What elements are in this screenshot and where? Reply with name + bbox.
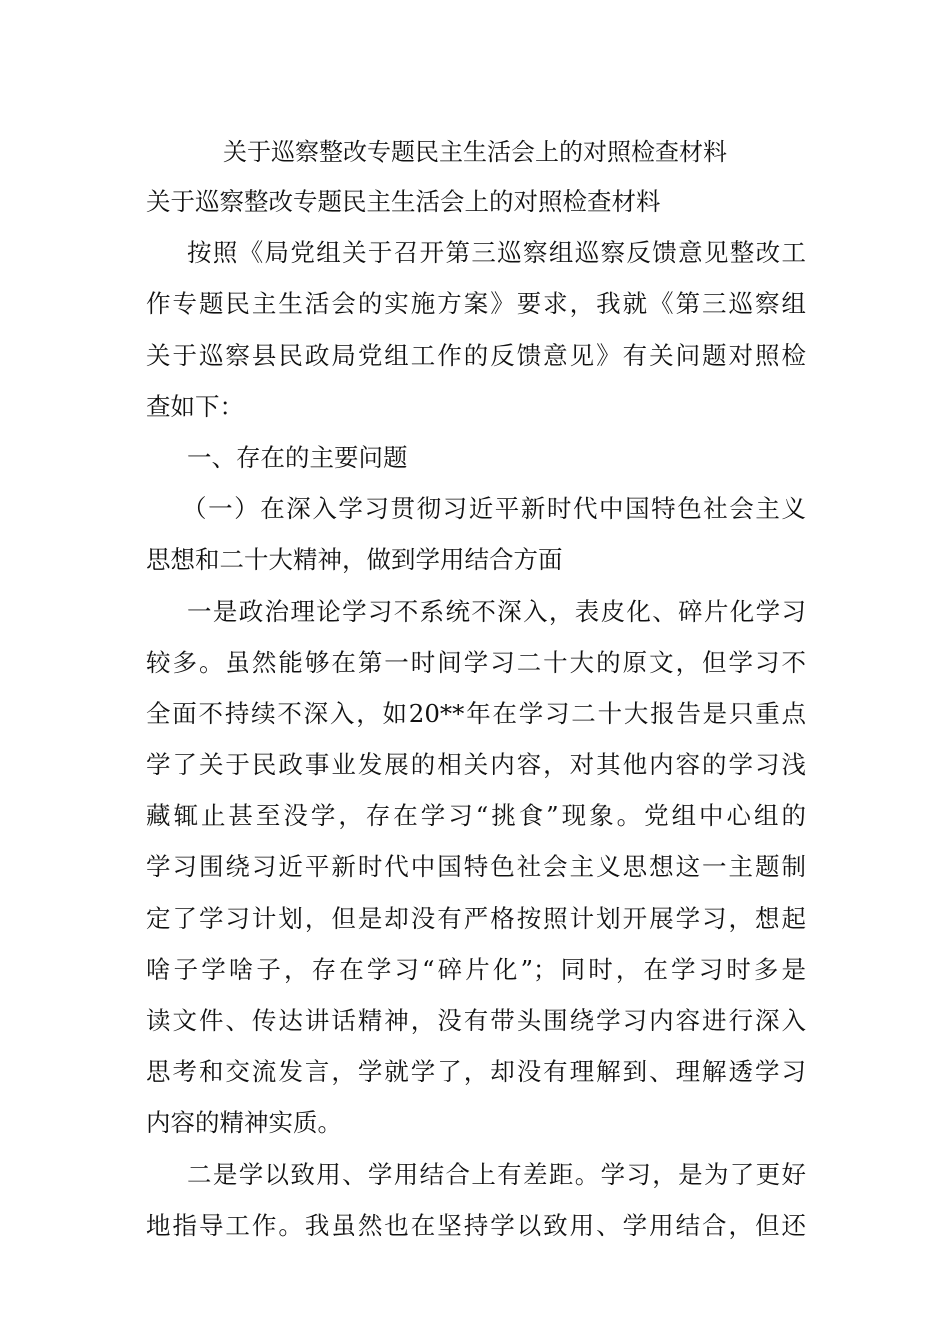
paragraph-line: 读文件、传达讲话精神，没有带头围绕学习内容进行深入: [146, 1006, 806, 1035]
paragraph-line: 藏辄止甚至没学，存在学习“挑食”现象。党组中心组的: [146, 801, 806, 831]
subsection-heading: 思想和二十大精神，做到学用结合方面: [146, 545, 563, 575]
paragraph-line: 内容的精神实质。: [146, 1108, 342, 1138]
subsection-heading: （一）在深入学习贯彻习近平新时代中国特色社会主义: [182, 494, 806, 524]
document-body: [146, 182, 806, 1257]
paragraph-line: 啥子学啥子，存在学习“碎片化”；同时，在学习时多是: [146, 954, 806, 984]
paragraph-line: 较多。虽然能够在第一时间学习二十大的原文，但学习不: [146, 647, 806, 677]
paragraph-line: 二是学以致用、学用结合上有差距。学习，是为了更好: [187, 1159, 806, 1189]
paragraph-line: 全面不持续不深入，如20**年在学习二十大报告是只重点: [146, 698, 806, 728]
document-title: 关于巡察整改专题民主生活会上的对照检查材料: [223, 138, 727, 166]
paragraph-line: 按照《局党组关于召开第三巡察组巡察反馈意见整改工: [187, 238, 806, 268]
paragraph-line: 关于巡察县民政局党组工作的反馈意见》有关问题对照检: [146, 340, 806, 370]
paragraph-line: 一是政治理论学习不系统不深入，表皮化、碎片化学习: [187, 596, 806, 626]
paragraph-line: 学习围绕习近平新时代中国特色社会主义思想这一主题制: [146, 852, 806, 882]
paragraph-line: 定了学习计划，但是却没有严格按照计划开展学习，想起: [146, 903, 806, 933]
paragraph-line: 查如下：: [146, 391, 244, 421]
subtitle-line: 关于巡察整改专题民主生活会上的对照检查材料: [146, 187, 661, 216]
paragraph-line: 地指导工作。我虽然也在坚持学以致用、学用结合，但还: [146, 1210, 806, 1240]
paragraph-line: 作专题民主生活会的实施方案》要求，我就《第三巡察组: [146, 289, 806, 319]
paragraph-line: 学了关于民政事业发展的相关内容，对其他内容的学习浅: [146, 750, 806, 780]
section-heading: 一、存在的主要问题: [187, 442, 408, 472]
paragraph-line: 思考和交流发言，学就学了，却没有理解到、理解透学习: [146, 1057, 806, 1087]
